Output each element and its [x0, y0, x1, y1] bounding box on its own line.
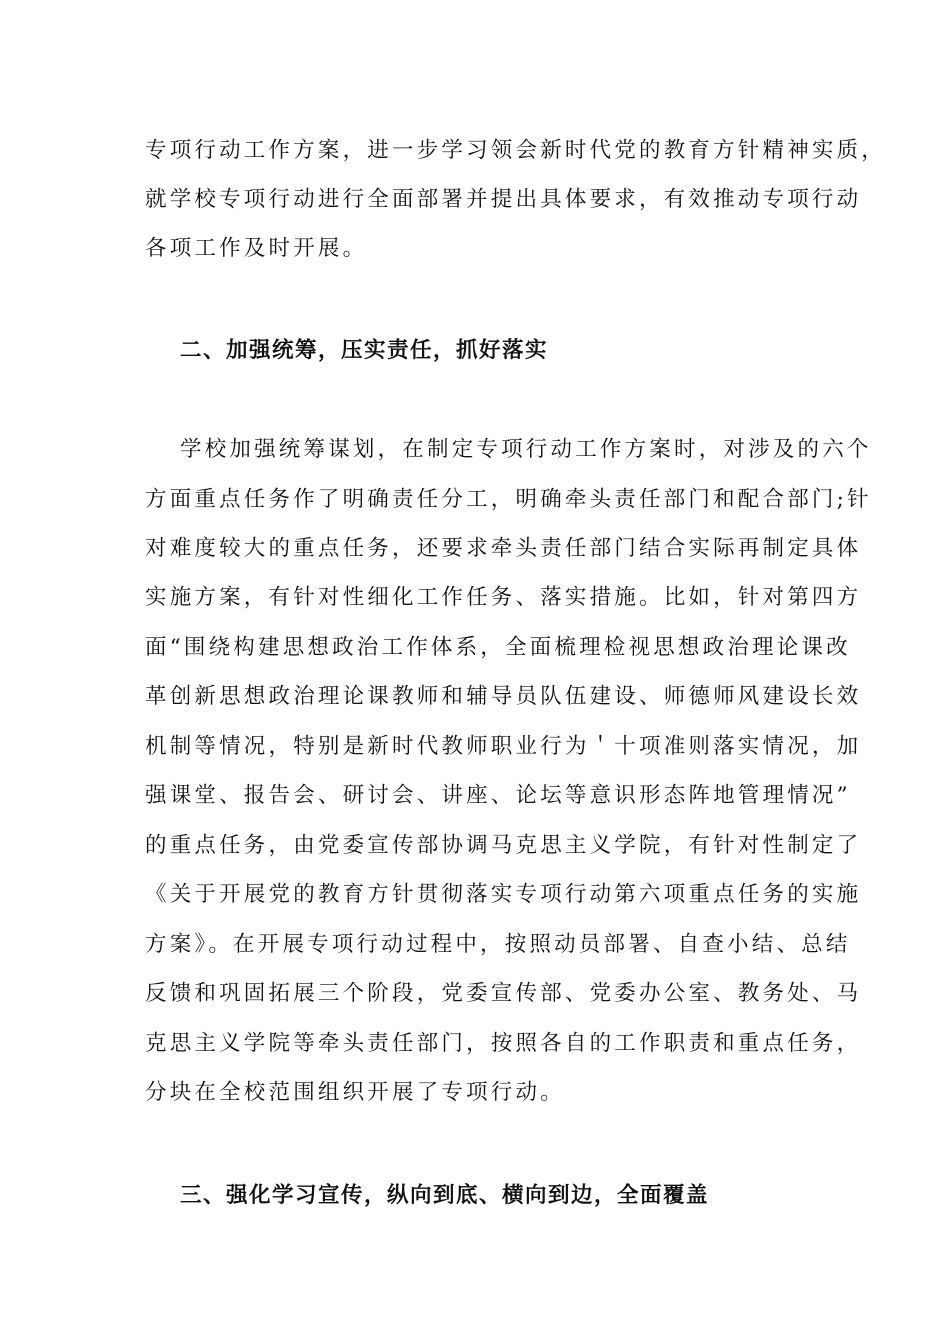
- paragraph-2-line-9: 的重点任务，由党委宣传部协调马克思主义学院，有针对性制定了: [145, 833, 862, 858]
- paragraph-2-line-8: 强课堂、报告会、研讨会、讲座、论坛等意识形态阵地管理情况”: [145, 783, 851, 808]
- paragraph-1-line-1: 专项行动工作方案，进一步学习领会新时代党的教育方针精神实质，: [145, 138, 887, 163]
- paragraph-2-line-10: 《关于开展党的教育方针贯彻落实专项行动第六项重点任务的实施: [145, 882, 862, 907]
- paragraph-2-line-5: 面“围绕构建思想政治工作体系，全面梳理检视思想政治理论课改: [145, 635, 851, 660]
- paragraph-2-line-2: 方面重点任务作了明确责任分工，明确牵头责任部门和配合部门;针: [145, 487, 872, 512]
- paragraph-2-line-12: 反馈和巩固拓展三个阶段，党委宣传部、党委办公室、教务处、马: [145, 981, 862, 1006]
- paragraph-2-line-11: 方案》。在开展专项行动过程中，按照动员部署、自查小结、总结: [145, 932, 851, 957]
- section-heading-2: 二、加强统筹，压实责任，抓好落实: [180, 338, 549, 363]
- paragraph-1-line-2: 就学校专项行动进行全面部署并提出具体要求，有效推动专项行动: [145, 187, 862, 212]
- paragraph-1-line-3: 各项工作及时开展。: [145, 236, 368, 261]
- paragraph-2-line-4: 实施方案，有针对性细化工作任务、落实措施。比如，针对第四方: [145, 585, 862, 610]
- section-heading-3: 三、强化学习宣传，纵向到底、横向到边，全面覆盖: [180, 1183, 710, 1208]
- paragraph-2-line-7: 机制等情况，特别是新时代教师职业行为＇十项准则落实情况，加: [145, 734, 862, 759]
- paragraph-2-line-13: 克思主义学院等牵头责任部门，按照各自的工作职责和重点任务，: [145, 1031, 862, 1056]
- paragraph-2-line-6: 革创新思想政治理论课教师和辅导员队伍建设、师德师风建设长效: [145, 684, 862, 709]
- paragraph-2-line-14: 分块在全校范围组织开展了专项行动。: [145, 1080, 565, 1105]
- paragraph-2-line-1: 学校加强统筹谋划，在制定专项行动工作方案时，对涉及的六个: [180, 437, 872, 462]
- paragraph-2-line-3: 对难度较大的重点任务，还要求牵头责任部门结合实际再制定具体: [145, 536, 862, 561]
